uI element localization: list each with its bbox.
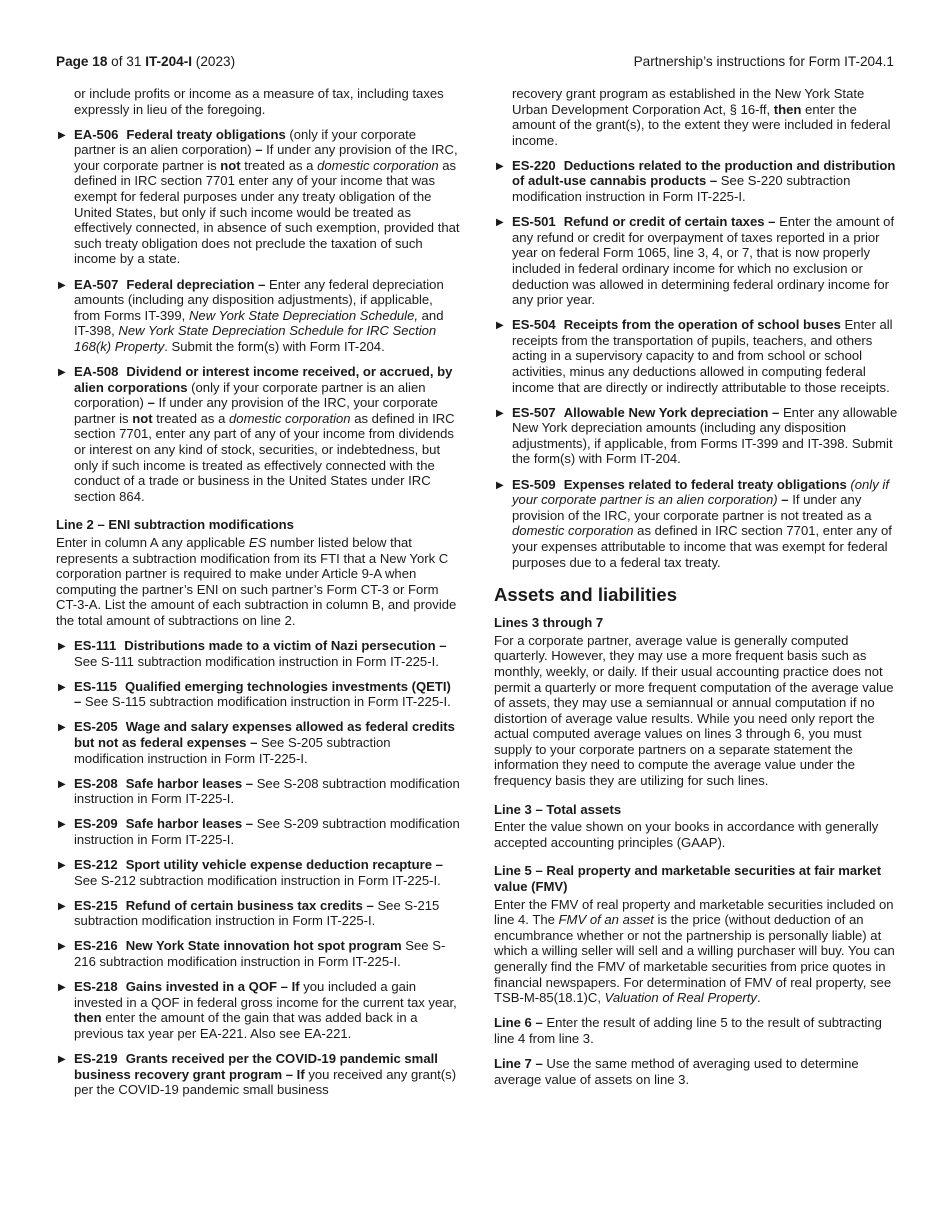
es219-continued: recovery grant program as established in the New York State Urban Development Corporation Act, § 16-ff, then enter the amount of the grant(s), to the extent they were included in federal income. xyxy=(512,86,891,148)
line2-paragraph: Enter in column A any applicable ES number listed below that represents a subtraction modification from its FTI that a New York C corporation partner is required to make under Article 9-A when computing the partner’s ENI on such partner’s Form CT-3 or Form CT-3-A. List the amount of each subtraction in column B, and provide the total amount of subtractions on line 2. xyxy=(56,534,457,628)
bullet-triangle-icon: ▶ xyxy=(496,320,504,332)
bullet-triangle-icon: ▶ xyxy=(496,217,504,229)
list-item-es509: ▶ ES-509 Expenses related to federal treaty obligations (only if your corporate partner is an alien corporation) – If under any provision of the IRC, your corporate partner is not treated as a domestic corporation as defined in IRC section 7701, enter any of your expenses attributable to income that was exempt for federal purposes due to a federal tax treaty. xyxy=(496,476,892,570)
list-item-es209: ▶ ES-209 Safe harbor leases – See S-209 subtraction modification instruction in Form IT-225-I. xyxy=(58,816,460,847)
list-item-es215: ▶ ES-215 Refund of certain business tax credits – See S-215 subtraction modification instruction in Form IT-225-I. xyxy=(58,897,440,929)
list-item-ea506: ▶ EA-506 Federal treaty obligations (only if your corporate partner is an alien corporation) – If under any provision of the IRC, your corporate partner is not treated as a domestic corporation as defined in IRC section 7701 enter any of your income that was exempt for federal purposes under any treaty obligation of the United States, but only if such income would be treated as effectively connected, in absence of such exemption, provided that such treaty obligation does not preclude the taxation of such income by a state. xyxy=(58,126,460,267)
list-item-es212: ▶ ES-212 Sport utility vehicle expense deduction recapture – See S-212 subtraction modification instruction in Form IT-225-I. xyxy=(58,857,443,888)
bullet-triangle-icon: ▶ xyxy=(58,900,66,912)
right-column xyxy=(494,86,898,1097)
line5-heading: Line 5 – Real property and marketable securities at fair market value (FMV) xyxy=(494,863,882,895)
lines3to7-heading: Lines 3 through 7 xyxy=(494,615,604,631)
bullet-triangle-icon: ▶ xyxy=(58,860,66,872)
bullet-triangle-icon: ▶ xyxy=(496,479,504,491)
page-header-left xyxy=(56,54,235,69)
bullet-triangle-icon: ▶ xyxy=(496,160,504,172)
bullet-triangle-icon: ▶ xyxy=(58,367,66,378)
line5-paragraph: Enter the FMV of real property and marketable securities included on line 4. The FMV of an asset is the price (without deduction of an encumbrance whether or not the partnership is personally liable) at which a willing seller will sell and a willing purchaser will buy. You can generally find the FMV of marketable securities from price quotes in financial newspapers. For determination of FMV of real property, see TSB-M-85(18.1)C, Valuation of Real Property. xyxy=(494,896,895,1006)
bullet-triangle-icon: ▶ xyxy=(58,982,66,994)
list-item-es504: ▶ ES-504 Receipts from the operation of school buses Enter all receipts from the transportation of pupils, teachers, and others acting in a supervisory capacity to and from school or school activities, minus any deductions allowed in computing federal income that are directly or indirectly attributable to those receipts. xyxy=(496,317,893,395)
list-item-es216: ▶ ES-216 New York State innovation hot spot program See S-216 subtraction modification instruction in Form IT-225-I. xyxy=(58,938,446,969)
line2-heading: Line 2 – ENI subtraction modifications xyxy=(56,517,294,533)
page-number: Page 18 xyxy=(56,54,108,69)
left-column xyxy=(56,86,460,1107)
page-total: of 31 xyxy=(107,54,146,69)
bullet-triangle-icon: ▶ xyxy=(58,819,66,831)
bullet-triangle-icon: ▶ xyxy=(496,407,504,419)
bullet-triangle-icon: ▶ xyxy=(58,129,66,141)
lines3to7-paragraph: For a corporate partner, average value is generally computed quarterly. However, they may use a more frequent basis such as monthly, weekly, or daily. If their usual accounting practice does not permit a quarterly or more frequent computation of the average value of assets, they may use a semiannual or annual computation if no distortion of average value results. While you need only report the actual computed average values on lines 3 through 6, you must supply to your corporate partners on a separate statement the information they need to compute the average value under the frequency basis they are utilizing for such lines. xyxy=(494,632,894,789)
page-header-title: Partnership’s instructions for Form IT-204.1 xyxy=(633,54,894,69)
bullet-triangle-icon: ▶ xyxy=(58,279,66,291)
form-code: IT-204-I xyxy=(145,54,193,69)
list-item-es218: ▶ ES-218 Gains invested in a QOF – If you included a gain invested in a QOF in federal gross income for the current tax year, then enter the amount of the gain that was added back in a previous tax year per EA-221. Also see EA-221. xyxy=(58,979,457,1041)
bullet-triangle-icon: ▶ xyxy=(58,941,66,953)
line3-paragraph: Enter the value shown on your books in accordance with generally accepted accounting principles (GAAP). xyxy=(494,819,879,850)
list-item-es111: ▶ ES-111 Distributions made to a victim of Nazi persecution – See S-111 subtraction modification instruction in Form IT-225-I. xyxy=(58,638,447,669)
continued-text: or include profits or income as a measure of tax, including taxes expressly in lieu of the foregoing. xyxy=(74,86,444,117)
list-item-es205: ▶ ES-205 Wage and salary expenses allowed as federal credits but not as federal expenses – See S-205 subtraction modification instruction in Form IT-225-I. xyxy=(58,719,455,766)
line3-heading: Line 3 – Total assets xyxy=(494,801,622,817)
list-item-es220: ▶ ES-220 Deductions related to the production and distribution of adult-use cannabis products – See S-220 subtraction modification instruction in Form IT-225-I. xyxy=(496,157,896,205)
bullet-triangle-icon: ▶ xyxy=(58,681,66,693)
line7-paragraph: Line 7 – Use the same method of averaging used to determine average value of assets on line 3. xyxy=(494,1055,859,1087)
list-item-ea507: ▶ EA-507 Federal depreciation – Enter any federal depreciation amounts (including any disposition adjustments), if applicable, from Forms IT-399, New York State Depreciation Schedule, and IT-398, New York State Depreciation Schedule for IRC Section 168(k) Property. Submit the form(s) with Form IT-204. xyxy=(58,276,444,354)
bullet-triangle-icon: ▶ xyxy=(58,722,66,734)
list-item-es115: ▶ ES-115 Qualified emerging technologies investments (QETI) – See S-115 subtraction modification instruction in Form IT-225-I. xyxy=(58,678,451,710)
section-heading-assets: Assets and liabilities xyxy=(494,584,678,606)
bullet-triangle-icon: ▶ xyxy=(58,778,66,790)
list-item-es501: ▶ ES-501 Refund or credit of certain taxes – Enter the amount of any refund or credit for overpayment of taxes reported in a prior year on federal Form 1065, line 3, 4, or 7, that is now properly included in federal ordinary income for which no exclusion or deduction was allowed in determining federal ordinary income for any prior year. xyxy=(496,214,895,308)
list-item-es219: ▶ ES-219 Grants received per the COVID-19 pandemic small business recovery grant program – If you received any grant(s) per the COVID-19 pandemic small business xyxy=(58,1050,457,1098)
bullet-triangle-icon: ▶ xyxy=(58,1053,66,1065)
list-item-es507: ▶ ES-507 Allowable New York depreciation – Enter any allowable New York depreciation amounts (including any disposition adjustments), if applicable, from Forms IT-399 and IT-398. Submit the form(s) with Form IT-204. xyxy=(496,404,898,467)
line6-paragraph: Line 6 – Enter the result of adding line 5 to the result of subtracting line 4 from line 3. xyxy=(494,1015,882,1046)
list-item-ea508: ▶ EA-508 Dividend or interest income received, or accrued, by alien corporations (only if your corporate partner is an alien corporation) – If under any provision of the IRC, your corporate partner is not treated as a domestic corporation as defined in IRC section 7701, enter any part of any of your income from dividends or interest on any kind of stock, securities, or indebtedness, but only if such income is treated as effectively connected with the conduct of a trade or business in the United States under IRC section 864. xyxy=(58,364,455,504)
list-item-es208: ▶ ES-208 Safe harbor leases – See S-208 subtraction modification instruction in Form IT-225-I. xyxy=(58,775,460,807)
bullet-triangle-icon: ▶ xyxy=(58,641,66,652)
form-year: (2023) xyxy=(192,54,236,69)
